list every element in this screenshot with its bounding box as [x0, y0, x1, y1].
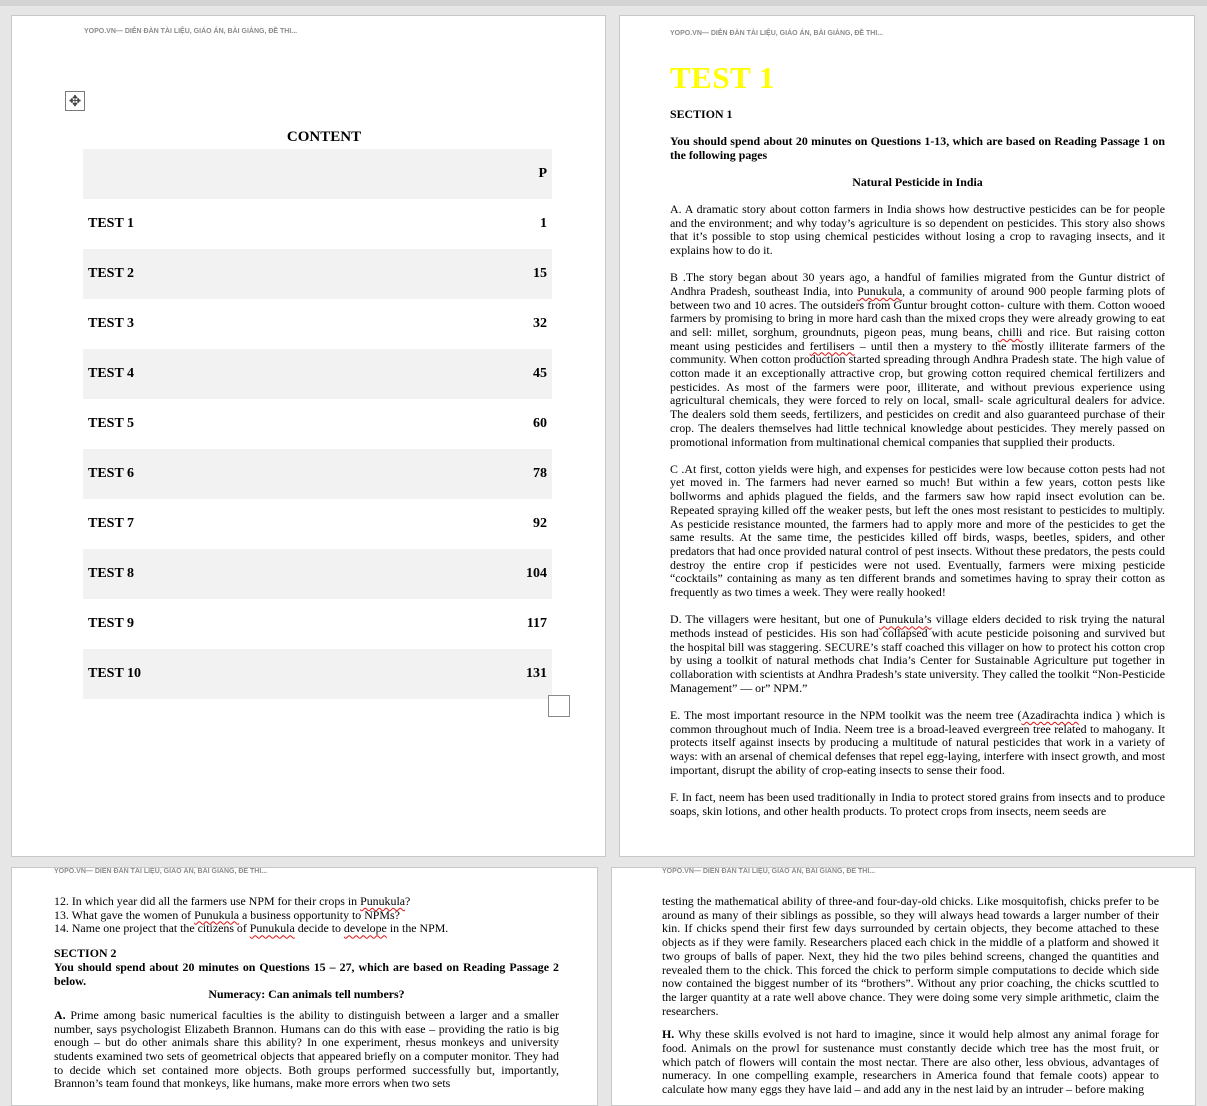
table-row: [83, 399, 552, 449]
section-heading: SECTION 1: [670, 107, 733, 121]
test-label: TEST 3: [88, 316, 135, 331]
test-label: TEST 10: [83, 649, 397, 699]
paragraph-a: A. A dramatic story about cotton farmers in India shows how destructive pesticides can be for people and the environment; and why today’s agriculture is so dependent on pesticides. This story also shows that it’s possible to stop using chemical pesticides without losing a crop to ravaging insects, and it explains how to do it.: [670, 201, 1165, 257]
test-page: 15: [397, 249, 552, 299]
page-3: [11, 867, 598, 1106]
question-13: 13. What gave the women of Punukula a business opportunity to NPMs?: [54, 907, 400, 922]
page-header: YOPO.VN— DIỄN ĐÀN TÀI LIỆU, GIÁO ÁN, BÀI GIẢNG, ĐỀ THI...: [670, 30, 884, 37]
test-label: TEST 6: [83, 449, 397, 499]
table-resize-handle[interactable]: [548, 695, 570, 717]
table-move-handle[interactable]: [65, 91, 85, 111]
paragraph-g: testing the mathematical ability of three-and four-day-old chicks. Like mosquitofish, chicks prefer to be around as many of their siblings as possible, so they will always head towards a larger number of their kin. If chicks spend their first few days surrounded by certain objects, they become attached to these objects as if they were family. Researchers placed each chick in the middle of a platform and showed it two groups of balls of paper. Next, they hid the two piles behind screens, changed the quantities and revealed them to the chick. This forced the chick to perform simple computations to decide which side now contained the biggest number of its “brothers”. Without any prior coaching, the chicks scuttled to the larger quantity at a rate well above chance. They were doing some very simple arithmetic, claim the researchers.: [662, 894, 1159, 1018]
passage-title: Natural Pesticide in India: [852, 174, 983, 189]
test-page: 60: [533, 416, 547, 431]
question-14: 14. Name one project that the citizens of Punukula decide to develope in the NPM.: [54, 921, 449, 936]
table-header-row: [83, 149, 552, 199]
test-label: TEST 7: [88, 516, 135, 531]
test-page: 1: [540, 216, 547, 231]
passage-body: [670, 108, 1165, 832]
test-label: TEST 9: [88, 616, 135, 631]
content-table: [83, 149, 552, 699]
table-row: [83, 249, 552, 299]
test-page: 78: [397, 449, 552, 499]
table-row: [83, 349, 552, 399]
page-4: [611, 867, 1196, 1106]
paragraph-e: E. The most important resource in the NPM toolkit was the neem tree (Azadirachta indica ) which is common throughout much of India. Neem tree is a broad-leaved evergreen tree related to mahogany. It protects itself against insects by producing a multitude of natural pesticides that work in a variety of ways: with an arsenal of chemical defenses that repel egg-laying, interfere with insect growth, and most important, disrupt the ability of crop-eating insects to sense their food.: [670, 708, 1165, 777]
paragraph-f: F. In fact, neem has been used traditionally in India to protect stored grains from insects and to produce soaps, skin lotions, and other health products. To protect crops from insects, neem seeds are: [670, 790, 1165, 818]
table-row: [83, 599, 552, 649]
paragraph-b: B .The story began about 30 years ago, a handful of families migrated from the Guntur district of Andhra Pradesh, southeast India, into Punukula, a community of around 900 people farming plots of between two and 10 acres. The outsiders from Guntur brought cotton- culture with them. Cotton wooed farmers by promising to bring in more hard cash than the mixed crops they were already growing to eat and sell: millet, sorghum, groundnuts, pigeon peas, mung beans, chilli and rice. But raising cotton meant using pesticides and fertilisers – until then a mystery to the mostly illiterate farmers of the community. When cotton production started spreading through Andhra Pradesh state. The high value of cotton made it an exceptionally attractive crop, but growing cotton required chemical fertilizers and pesticides. As most of the farmers were poor, illiterate, and without previous experience using agricultural chemicals, they were forced to rely on local, small- scale agricultural dealers for advice. The dealers sold them seeds, fertilizers, and pesticides on credit and also guaranteed purchase of their crop. The dealers themselves had little technical knowledge about pesticides. They merely passed on promotional information from multinational chemical companies that supplied their products.: [670, 270, 1165, 449]
test-page: 104: [397, 549, 552, 599]
move-cross-icon: ✥: [68, 91, 82, 110]
page-header: YOPO.VN— DIỄN ĐÀN TÀI LIỆU, GIÁO ÁN, BÀI GIẢNG, ĐỀ THI...: [54, 868, 268, 875]
test-label: TEST 8: [83, 549, 397, 599]
page-header: YOPO.VN— DIỄN ĐÀN TÀI LIỆU, GIÁO ÁN, BÀI GIẢNG, ĐỀ THI...: [662, 868, 876, 875]
table-row: [83, 299, 552, 349]
passage-body: [54, 895, 559, 1101]
test-page: 45: [397, 349, 552, 399]
test-label: TEST 4: [83, 349, 397, 399]
instruction-text: You should spend about 20 minutes on Questions 1-13, which are based on Reading Passage 1 on the following pages: [670, 134, 1165, 162]
table-row: [83, 449, 552, 499]
test-page: 92: [533, 516, 547, 531]
question-12: 12. In which year did all the farmers use NPM for their crops in Punukula?: [54, 894, 411, 908]
page-header: YOPO.VN— DIỄN ĐÀN TÀI LIỆU, GIÁO ÁN, BÀI GIẢNG, ĐỀ THI...: [84, 28, 298, 35]
table-row: [83, 499, 552, 549]
instruction-text: You should spend about 20 minutes on Questions 15 – 27, which are based on Reading Passage 2 below.: [54, 959, 559, 988]
paragraph-c: C .At first, cotton yields were high, and expenses for pesticides were low because cotton pests had not yet moved in. The farmers had never earned so much! But within a few years, cotton pests like bollworms and aphids plagued the fields, and the farmers saw how rapid insect evolution can be. Repeated spraying killed off the weaker pests, but left the ones most resistant to pesticides to multiply. As pesticide resistance mounted, the farmers had to apply more and more of the pesticides to get the same results. At the same time, the pesticides killed off birds, wasps, beetles, spiders, and other predators that had once provided natural control of pest insects. Without these predators, the pests could destroy the entire crop if pesticides were not used. Eventually, farmers were mixing pesticide “cocktails” containing as many as ten different brands and sometimes having to spray their cotton as frequently as two times a week. They were really hooked!: [670, 461, 1165, 600]
passage-body: [662, 895, 1159, 1106]
test-page: 117: [526, 616, 547, 631]
content-title: CONTENT: [286, 129, 362, 145]
page-column-header: P: [397, 149, 552, 199]
test-page: 32: [533, 316, 547, 331]
paragraph-h: H. Why these skills evolved is not hard to imagine, since it would help almost any animal forage for food. Animals on the prowl for sustenance must constantly decide which tree has the most fruit, or which patch of flowers will contain the most nectar. There are also other, less obvious, advantages of numeracy. In one compelling example, researchers in America found that female coots) appear to calculate how many eggs they have laid – and add any in the nest laid by an intruder – before making: [662, 1027, 1159, 1097]
viewer-top-edge: [0, 0, 1207, 6]
table-row: [83, 199, 552, 249]
paragraph-a: A. Prime among basic numerical faculties is the ability to distinguish between a larger and a smaller number, says psychologist Elizabeth Brannon. Humans can do this with ease – providing the ratio is big enough – but do other animals share this ability? In one experiment, rhesus monkeys and university students examined two sets of geometrical objects that appeared briefly on a computer monitor. They had to decide which set contained more objects. Both groups performed successfully but, importantly, Brannon’s team found that monkeys, like humans, make more errors when two sets: [54, 1007, 559, 1091]
test-label: TEST 5: [88, 416, 135, 431]
section-heading: SECTION 2: [54, 946, 117, 961]
page-1: [11, 15, 606, 857]
page-2: [619, 15, 1195, 857]
table-row: [83, 549, 552, 599]
test-label: TEST 2: [83, 249, 397, 299]
test-page: 131: [397, 649, 552, 699]
passage-title: Numeracy: Can animals tell numbers?: [208, 987, 405, 1002]
test-title: TEST 1: [670, 60, 775, 95]
paragraph-d: D. The villagers were hesitant, but one of Punukula’s village elders decided to risk trying the natural methods instead of pesticides. His son had collapsed with acute pesticide poisoning and survived but the hospital bill was staggering. SECURE’s staff coached this villager on how to protect his cotton crop by using a toolkit of natural methods chat India’s Center for Sustainable Agriculture put together in collaboration with scientists at Andhra Pradesh’s state university. They called the toolkit “Non-Pesticide Management” — or” NPM.”: [670, 612, 1165, 695]
table-row: [83, 649, 552, 699]
test-label: TEST 1: [88, 216, 135, 231]
